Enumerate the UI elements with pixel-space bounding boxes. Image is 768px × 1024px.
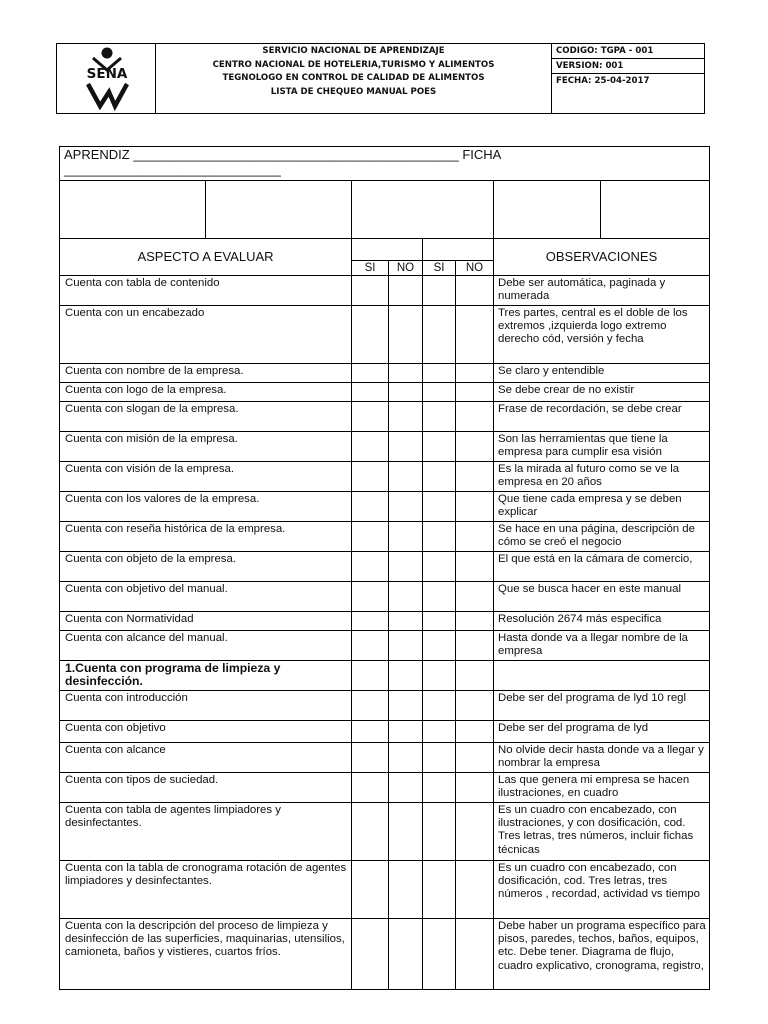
no-check-cell[interactable] — [389, 582, 423, 612]
checklist-row — [60, 582, 710, 612]
observation-cell: Debe ser automática, paginada y numerada — [494, 276, 710, 306]
no-check-cell[interactable] — [389, 773, 423, 803]
checklist-row — [60, 691, 710, 721]
si-check-cell[interactable] — [352, 383, 389, 402]
aspect-cell: Cuenta con logo de la empresa. — [60, 383, 352, 402]
title-line-2: CENTRO NACIONAL DE HOTELERIA,TURISMO Y ALIMENTOS — [212, 59, 495, 70]
no-check-cell[interactable] — [456, 919, 494, 990]
mark-group-header — [352, 239, 423, 261]
observation-cell: Hasta donde va a llegar nombre de la empresa — [494, 631, 710, 661]
si-check-cell[interactable] — [352, 492, 389, 522]
si-check-cell[interactable] — [352, 661, 389, 691]
no-check-cell[interactable] — [456, 364, 494, 383]
no-check-cell[interactable] — [389, 803, 423, 861]
blank-cell[interactable] — [601, 181, 710, 239]
no-check-cell[interactable] — [456, 631, 494, 661]
checklist-row — [60, 306, 710, 364]
observation-cell — [494, 661, 710, 691]
aspect-cell: Cuenta con objetivo — [60, 721, 352, 743]
observation-cell: Se hace en una página, descripción de cómo se creó el negocio — [494, 522, 710, 552]
observation-cell: Que se busca hacer en este manual — [494, 582, 710, 612]
si-check-cell[interactable] — [423, 661, 456, 691]
sena-logo-icon — [67, 46, 147, 112]
observation-cell: Debe ser del programa de lyd — [494, 721, 710, 743]
no-check-cell[interactable] — [456, 661, 494, 691]
version-text: VERSION: 001 — [552, 59, 704, 74]
si-check-cell[interactable] — [352, 522, 389, 552]
si-check-cell[interactable] — [423, 383, 456, 402]
no-check-cell[interactable] — [456, 492, 494, 522]
si-check-cell[interactable] — [423, 552, 456, 582]
checklist-row — [60, 743, 710, 773]
aspect-cell: Cuenta con alcance — [60, 743, 352, 773]
no-check-cell[interactable] — [456, 803, 494, 861]
checklist-row — [60, 861, 710, 919]
si-check-cell[interactable] — [423, 721, 456, 743]
no-check-cell[interactable] — [389, 661, 423, 691]
no-check-cell[interactable] — [389, 552, 423, 582]
aspect-cell: Cuenta con nombre de la empresa. — [60, 364, 352, 383]
no-header: NO — [456, 261, 494, 276]
si-check-cell[interactable] — [352, 552, 389, 582]
checklist-row — [60, 492, 710, 522]
no-check-cell[interactable] — [389, 721, 423, 743]
blank-cell[interactable] — [494, 181, 601, 239]
si-check-cell[interactable] — [352, 462, 389, 492]
no-header: NO — [389, 261, 423, 276]
blank-cell[interactable] — [206, 181, 352, 239]
si-check-cell[interactable] — [352, 364, 389, 383]
no-check-cell[interactable] — [456, 462, 494, 492]
no-check-cell[interactable] — [456, 522, 494, 552]
si-check-cell[interactable] — [423, 773, 456, 803]
no-check-cell[interactable] — [389, 306, 423, 364]
aspect-cell: Cuenta con alcance del manual. — [60, 631, 352, 661]
si-check-cell[interactable] — [352, 919, 389, 990]
title-line-4: LISTA DE CHEQUEO MANUAL POES — [270, 86, 437, 97]
no-check-cell[interactable] — [456, 276, 494, 306]
observation-cell: Que tiene cada empresa y se deben explicar — [494, 492, 710, 522]
observation-cell: Se claro y entendible — [494, 364, 710, 383]
section-heading: 1.Cuenta con programa de limpieza y desinfección. — [60, 661, 352, 691]
no-check-cell[interactable] — [456, 721, 494, 743]
no-check-cell[interactable] — [456, 552, 494, 582]
checklist-row — [60, 402, 710, 432]
no-check-cell[interactable] — [456, 432, 494, 462]
observation-cell: El que está en la cámara de comercio, — [494, 552, 710, 582]
si-check-cell[interactable] — [352, 803, 389, 861]
si-check-cell[interactable] — [352, 861, 389, 919]
no-check-cell[interactable] — [389, 612, 423, 631]
checklist-table — [59, 146, 710, 990]
si-check-cell[interactable] — [352, 306, 389, 364]
logo-text: SENA — [86, 66, 128, 82]
no-check-cell[interactable] — [389, 919, 423, 990]
checklist-row — [60, 612, 710, 631]
no-check-cell[interactable] — [389, 631, 423, 661]
observation-cell: Las que genera mi empresa se hacen ilustraciones, en cuadro — [494, 773, 710, 803]
mark-group-header — [423, 239, 494, 261]
observation-cell: Frase de recordación, se debe crear — [494, 402, 710, 432]
title-line-1: SERVICIO NACIONAL DE APRENDIZAJE — [262, 46, 445, 56]
aprendiz-ficha-row — [60, 147, 710, 181]
si-check-cell[interactable] — [352, 631, 389, 661]
si-check-cell[interactable] — [352, 612, 389, 631]
no-check-cell[interactable] — [389, 691, 423, 721]
aspect-cell: Cuenta con introducción — [60, 691, 352, 721]
si-check-cell[interactable] — [423, 691, 456, 721]
ficha-label: FICHA — [462, 147, 502, 162]
si-check-cell[interactable] — [423, 432, 456, 462]
checklist-row — [60, 364, 710, 383]
title-line-3: TEGNOLOGO EN CONTROL DE CALIDAD DE ALIMENTOS — [222, 73, 485, 83]
no-check-cell[interactable] — [456, 743, 494, 773]
no-check-cell[interactable] — [456, 306, 494, 364]
no-check-cell[interactable] — [456, 691, 494, 721]
document-code-block — [552, 44, 705, 114]
observation-cell: Debe ser del programa de lyd 10 regl — [494, 691, 710, 721]
aprendiz-label: APRENDIZ — [64, 147, 130, 162]
aspect-cell: Cuenta con slogan de la empresa. — [60, 402, 352, 432]
si-check-cell[interactable] — [423, 276, 456, 306]
si-check-cell[interactable] — [423, 743, 456, 773]
document-title-block — [156, 44, 552, 114]
observation-cell: Resolución 2674 más especifica — [494, 612, 710, 631]
checklist-row — [60, 522, 710, 552]
aspect-cell: Cuenta con un encabezado — [60, 306, 352, 364]
si-header: SI — [352, 261, 389, 276]
no-check-cell[interactable] — [389, 383, 423, 402]
aspect-cell: Cuenta con reseña histórica de la empresa. — [60, 522, 352, 552]
checklist-row — [60, 432, 710, 462]
observation-cell: Tres partes, central es el doble de los extremos ,izquierda logo extremo derecho cód, versión y fecha — [494, 306, 710, 364]
checklist-row — [60, 773, 710, 803]
checklist-row — [60, 631, 710, 661]
checklist-row — [60, 803, 710, 861]
checklist-row — [60, 276, 710, 306]
checklist-rows — [60, 276, 710, 990]
no-check-cell[interactable] — [389, 364, 423, 383]
observaciones-header: OBSERVACIONES — [494, 239, 710, 276]
no-check-cell[interactable] — [389, 743, 423, 773]
si-check-cell[interactable] — [423, 861, 456, 919]
document-header — [56, 43, 705, 114]
observation-cell: Es la mirada al futuro como se ve la empresa en 20 años — [494, 462, 710, 492]
aprendiz-input-line[interactable]: _____________________________________________ — [133, 147, 459, 162]
logo-cell — [57, 44, 156, 114]
aspect-cell: Cuenta con tipos de suciedad. — [60, 773, 352, 803]
si-check-cell[interactable] — [352, 721, 389, 743]
checklist-row — [60, 383, 710, 402]
aspect-cell: Cuenta con misión de la empresa. — [60, 432, 352, 462]
no-check-cell[interactable] — [389, 276, 423, 306]
si-check-cell[interactable] — [352, 276, 389, 306]
no-check-cell[interactable] — [389, 432, 423, 462]
observation-cell: No olvide decir hasta donde va a llegar y nombrar la empresa — [494, 743, 710, 773]
no-check-cell[interactable] — [456, 582, 494, 612]
no-check-cell[interactable] — [389, 402, 423, 432]
si-check-cell[interactable] — [352, 773, 389, 803]
si-check-cell[interactable] — [423, 306, 456, 364]
checklist-row — [60, 552, 710, 582]
si-check-cell[interactable] — [423, 582, 456, 612]
fecha-text: FECHA: 25-04-2017 — [556, 76, 650, 86]
aspect-cell: Cuenta con objeto de la empresa. — [60, 552, 352, 582]
no-check-cell[interactable] — [456, 612, 494, 631]
aspect-cell: Cuenta con la descripción del proceso de limpieza y desinfección de las superficies, maquinarias, utensilios, camioneta, baños y vistieres, cuartos fríos. — [60, 919, 352, 990]
aspect-cell: Cuenta con Normatividad — [60, 612, 352, 631]
no-check-cell[interactable] — [389, 462, 423, 492]
observation-cell: Es un cuadro con encabezado, con dosificación, cod. Tres letras, tres números , recordad, actividad vs tiempo — [494, 861, 710, 919]
ficha-input-line[interactable]: ______________________________ — [64, 162, 281, 177]
aspect-cell: Cuenta con objetivo del manual. — [60, 582, 352, 612]
no-check-cell[interactable] — [456, 383, 494, 402]
aspect-cell: Cuenta con tabla de contenido — [60, 276, 352, 306]
blank-row — [60, 181, 710, 239]
si-check-cell[interactable] — [352, 691, 389, 721]
si-check-cell[interactable] — [423, 803, 456, 861]
no-check-cell[interactable] — [456, 861, 494, 919]
si-check-cell[interactable] — [423, 364, 456, 383]
blank-cell[interactable] — [60, 181, 206, 239]
aspect-cell: Cuenta con la tabla de cronograma rotación de agentes limpiadores y desinfectantes. — [60, 861, 352, 919]
si-check-cell[interactable] — [423, 462, 456, 492]
observation-cell: Es un cuadro con encabezado, con ilustraciones, y con dosificación, cod. Tres letras, tres números, incluir fichas técnicas — [494, 803, 710, 861]
no-check-cell[interactable] — [389, 522, 423, 552]
checklist-row — [60, 721, 710, 743]
si-check-cell[interactable] — [352, 432, 389, 462]
si-check-cell[interactable] — [423, 631, 456, 661]
aspect-cell: Cuenta con los valores de la empresa. — [60, 492, 352, 522]
si-check-cell[interactable] — [423, 402, 456, 432]
no-check-cell[interactable] — [389, 492, 423, 522]
no-check-cell[interactable] — [456, 773, 494, 803]
checklist-row — [60, 462, 710, 492]
observation-cell: Se debe crear de no existir — [494, 383, 710, 402]
si-check-cell[interactable] — [423, 492, 456, 522]
aspect-cell: Cuenta con tabla de agentes limpiadores y desinfectantes. — [60, 803, 352, 861]
si-check-cell[interactable] — [352, 402, 389, 432]
si-check-cell[interactable] — [352, 582, 389, 612]
si-check-cell[interactable] — [423, 522, 456, 552]
no-check-cell[interactable] — [456, 402, 494, 432]
si-check-cell[interactable] — [423, 612, 456, 631]
si-header: SI — [423, 261, 456, 276]
si-check-cell[interactable] — [352, 743, 389, 773]
checklist-row — [60, 661, 710, 691]
codigo-text: CODIGO: TGPA - 001 — [552, 44, 704, 59]
aspect-cell: Cuenta con visión de la empresa. — [60, 462, 352, 492]
no-check-cell[interactable] — [389, 861, 423, 919]
observation-cell: Debe haber un programa específico para pisos, paredes, techos, baños, equipos, etc. Debe tener. Diagrama de flujo, cuadro explicativo, cronograma, registro, — [494, 919, 710, 990]
checklist-row — [60, 919, 710, 990]
blank-cell[interactable] — [352, 181, 494, 239]
si-check-cell[interactable] — [423, 919, 456, 990]
observation-cell: Son las herramientas que tiene la empresa para cumplir esa visión — [494, 432, 710, 462]
aspect-header: ASPECTO A EVALUAR — [60, 239, 352, 276]
